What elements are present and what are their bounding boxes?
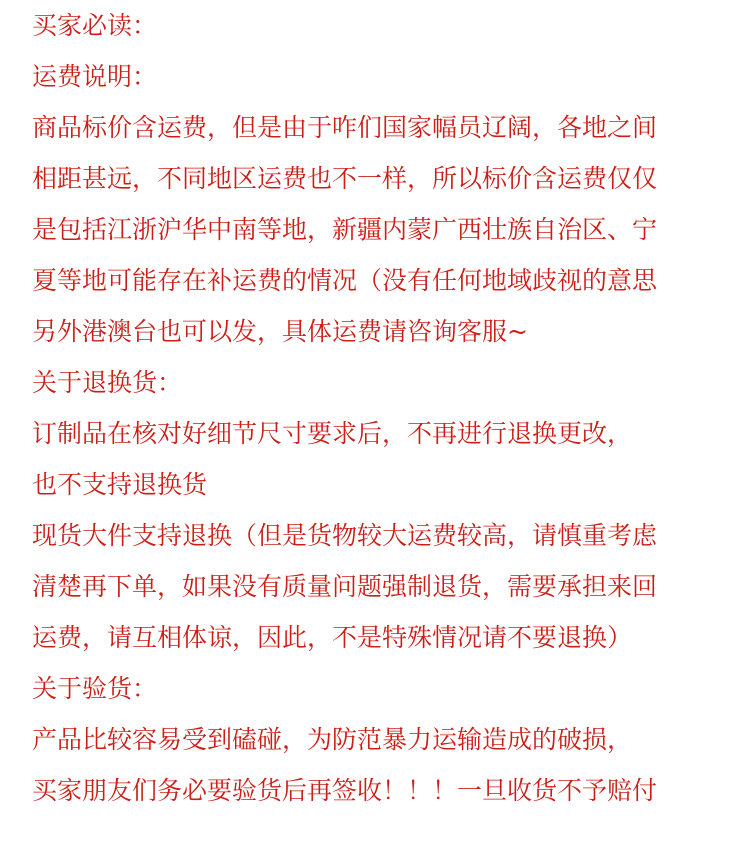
inspection-section-heading: 关于验货：: [32, 674, 158, 703]
notice-text-line: 商品标价含运费，但是由于咋们国家幅员辽阔，各地之间: [32, 113, 658, 142]
notice-text-line: 买家朋友们务必要验货后再签收！！！一旦收货不予赔付: [32, 776, 658, 805]
notice-text-line: 另外港澳台也可以发，具体运费请咨询客服~: [32, 317, 528, 346]
notice-text-line: 订制品在核对好细节尺寸要求后，不再进行退换更改，: [32, 419, 633, 448]
notice-text-line: 夏等地可能存在补运费的情况（没有任何地域歧视的意思: [32, 266, 658, 295]
returns-section-heading: 关于退换货：: [32, 368, 183, 397]
buyer-notice: [32, 0, 750, 816]
notice-text-line: 产品比较容易受到磕碰，为防范暴力运输造成的破损，: [32, 725, 633, 754]
notice-text-line: 现货大件支持退换（但是货物较大运费较高，请慎重考虑: [32, 521, 658, 550]
notice-text-line: 运费，请互相体谅，因此，不是特殊情况请不要退换）: [32, 623, 633, 652]
notice-text-line: 也不支持退换货: [32, 470, 208, 499]
notice-heading: 买家必读：: [32, 11, 158, 40]
notice-text-line: 是包括江浙沪华中南等地，新疆内蒙广西壮族自治区、宁: [32, 215, 658, 244]
notice-text-line: 相距甚远，不同地区运费也不一样，所以标价含运费仅仅: [32, 164, 658, 193]
shipping-section-heading: 运费说明：: [32, 62, 158, 91]
notice-text-line: 清楚再下单，如果没有质量问题强制退货，需要承担来回: [32, 572, 658, 601]
